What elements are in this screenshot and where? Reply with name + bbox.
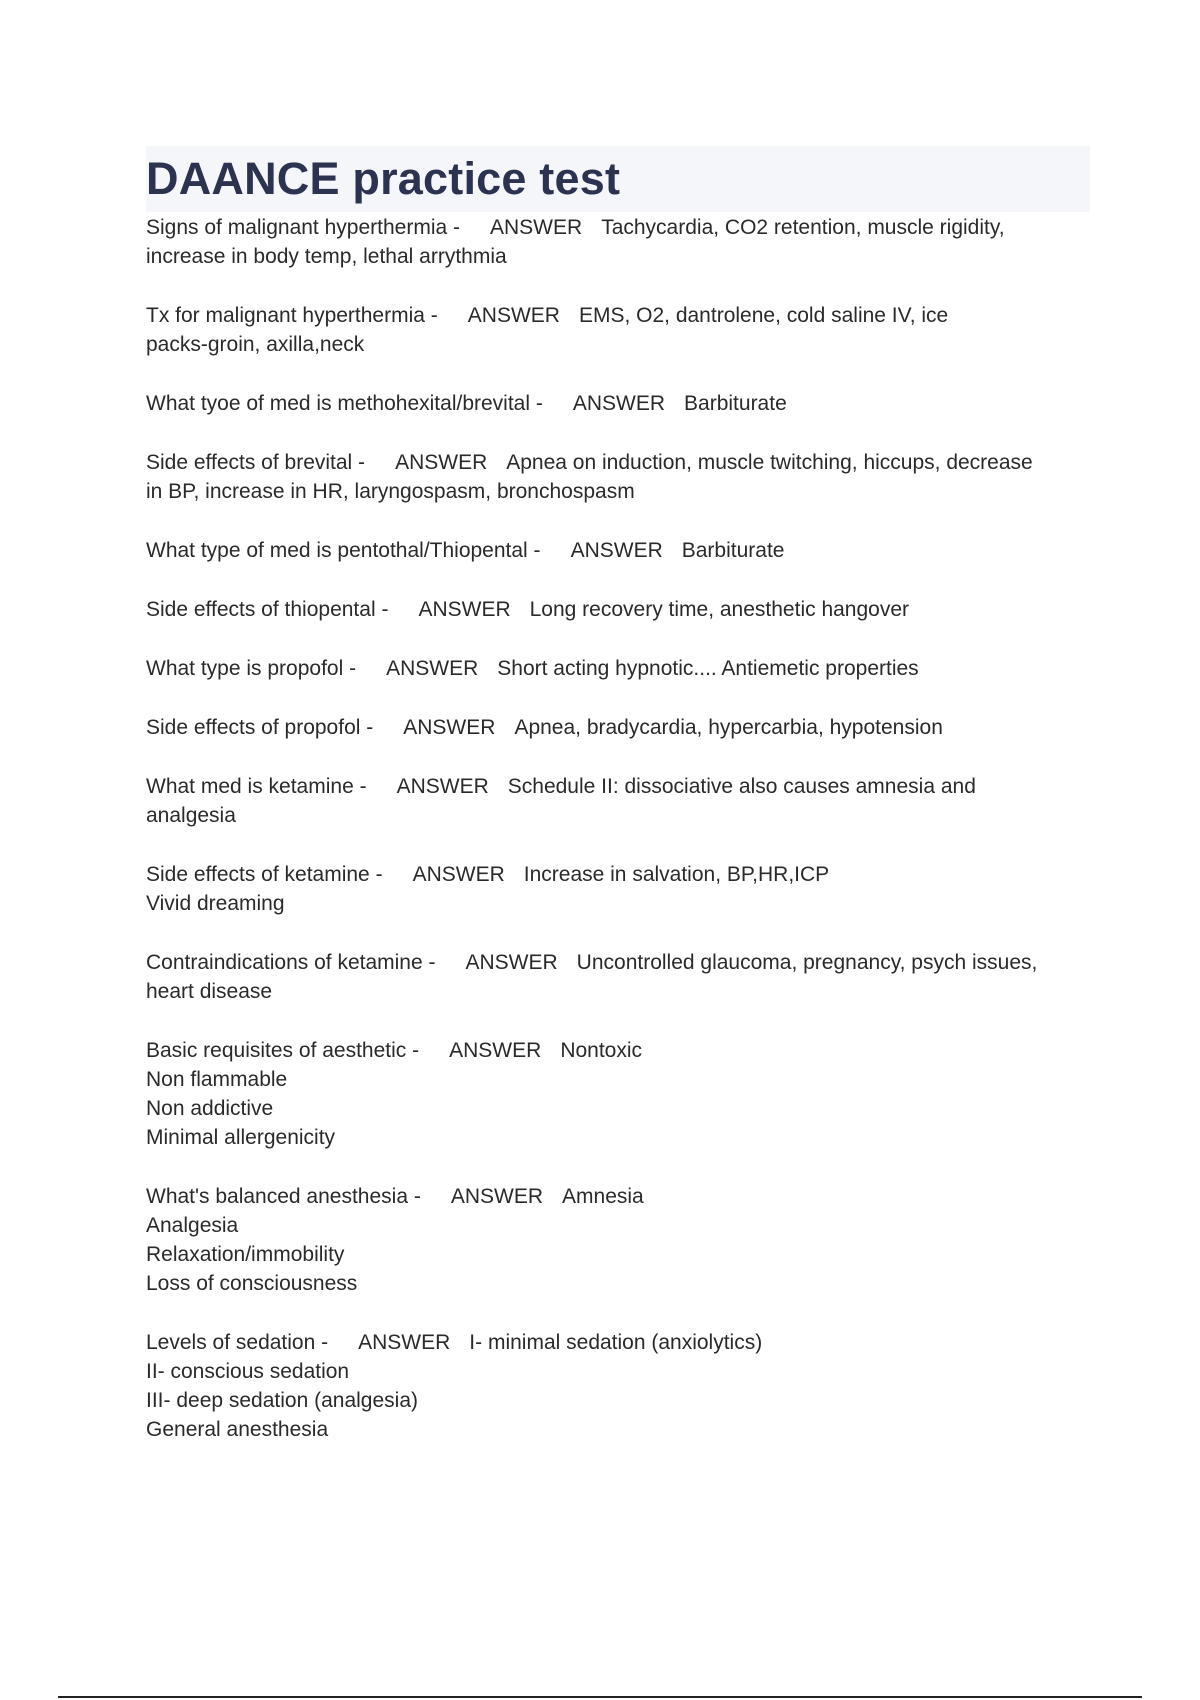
answer-text: Non flammable <box>146 1068 288 1091</box>
answer-label: ANSWER <box>403 716 496 739</box>
answer-label: ANSWER <box>396 775 489 798</box>
answer-text: Uncontrolled glaucoma, pregnancy, psych issues, <box>576 951 1038 974</box>
answer-label: ANSWER <box>449 1039 542 1062</box>
answer-text: Apnea, bradycardia, hypercarbia, hypotension <box>514 716 943 739</box>
question-text: Side effects of propofol - <box>146 716 374 739</box>
answer-text: Short acting hypnotic.... Antiemetic properties <box>497 657 919 680</box>
qa-item <box>146 1328 1090 1444</box>
answer-text: Vivid dreaming <box>146 892 285 915</box>
question-text: What type of med is pentothal/Thiopental - <box>146 539 541 562</box>
answer-text: Minimal allergenicity <box>146 1126 336 1149</box>
answer-text: Nontoxic <box>560 1039 643 1062</box>
question-text: What's balanced anesthesia - <box>146 1185 421 1208</box>
answer-text: Schedule II: dissociative also causes amnesia and <box>507 775 976 798</box>
answer-text: Apnea on induction, muscle twitching, hiccups, decrease <box>506 451 1033 474</box>
answer-text: Increase in salvation, BP,HR,ICP <box>523 863 830 886</box>
qa-item <box>146 595 1090 624</box>
page-title: DAANCE practice test <box>146 153 621 204</box>
question-text: What type is propofol - <box>146 657 357 680</box>
qa-item <box>146 1182 1090 1298</box>
answer-text: packs-groin, axilla,neck <box>146 333 365 356</box>
qa-item <box>146 654 1090 683</box>
qa-item <box>146 448 1090 506</box>
answer-text: analgesia <box>146 804 236 827</box>
answer-text: in BP, increase in HR, laryngospasm, bronchospasm <box>146 480 635 503</box>
answer-text: Non addictive <box>146 1097 274 1120</box>
answer-label: ANSWER <box>395 451 488 474</box>
qa-item <box>146 301 1090 359</box>
answer-text: Barbiturate <box>681 539 785 562</box>
answer-text: I- minimal sedation (anxiolytics) <box>469 1331 763 1354</box>
answer-text: II- conscious sedation <box>146 1360 350 1383</box>
question-text: What med is ketamine - <box>146 775 367 798</box>
answer-text: Amnesia <box>562 1185 644 1208</box>
answer-text: Analgesia <box>146 1214 239 1237</box>
qa-item <box>146 213 1090 271</box>
question-text: Basic requisites of aesthetic - <box>146 1039 420 1062</box>
answer-text: EMS, O2, dantrolene, cold saline IV, ice <box>578 304 949 327</box>
footer-divider <box>58 1696 1142 1698</box>
answer-label: ANSWER <box>450 1185 544 1208</box>
qa-item <box>146 1036 1090 1152</box>
answer-text: Long recovery time, anesthetic hangover <box>529 598 910 621</box>
question-text: Signs of malignant hyperthermia - <box>146 216 460 239</box>
answer-text: heart disease <box>146 980 273 1003</box>
qa-item <box>146 860 1090 918</box>
question-text: Side effects of ketamine - <box>146 863 383 886</box>
answer-label: ANSWER <box>570 539 663 562</box>
answer-text: Loss of consciousness <box>146 1272 358 1295</box>
answer-label: ANSWER <box>465 951 558 974</box>
question-text: Side effects of brevital - <box>146 451 366 474</box>
title-bar <box>146 146 1090 212</box>
answer-text: Tachycardia, CO2 retention, muscle rigidity, <box>601 216 1005 239</box>
answer-label: ANSWER <box>490 216 583 239</box>
answer-label: ANSWER <box>358 1331 451 1354</box>
question-text: What tyoe of med is methohexital/brevital - <box>146 392 543 415</box>
answer-text: increase in body temp, lethal arrythmia <box>146 245 507 268</box>
question-text: Contraindications of ketamine - <box>146 951 436 974</box>
answer-label: ANSWER <box>572 392 666 415</box>
qa-item <box>146 713 1090 742</box>
question-text: Levels of sedation - <box>146 1331 329 1354</box>
qa-list <box>146 213 1090 1444</box>
qa-item <box>146 772 1090 830</box>
answer-label: ANSWER <box>386 657 479 680</box>
document-page <box>146 146 1090 1474</box>
answer-text: Barbiturate <box>684 392 787 415</box>
answer-label: ANSWER <box>467 304 560 327</box>
question-text: Side effects of thiopental - <box>146 598 389 621</box>
answer-text: General anesthesia <box>146 1418 329 1441</box>
answer-text: Relaxation/immobility <box>146 1243 345 1266</box>
qa-item <box>146 389 1090 418</box>
answer-label: ANSWER <box>412 863 505 886</box>
answer-label: ANSWER <box>418 598 511 621</box>
qa-item <box>146 536 1090 565</box>
answer-text: III- deep sedation (analgesia) <box>146 1389 419 1412</box>
question-text: Tx for malignant hyperthermia - <box>146 304 438 327</box>
qa-item <box>146 948 1090 1006</box>
